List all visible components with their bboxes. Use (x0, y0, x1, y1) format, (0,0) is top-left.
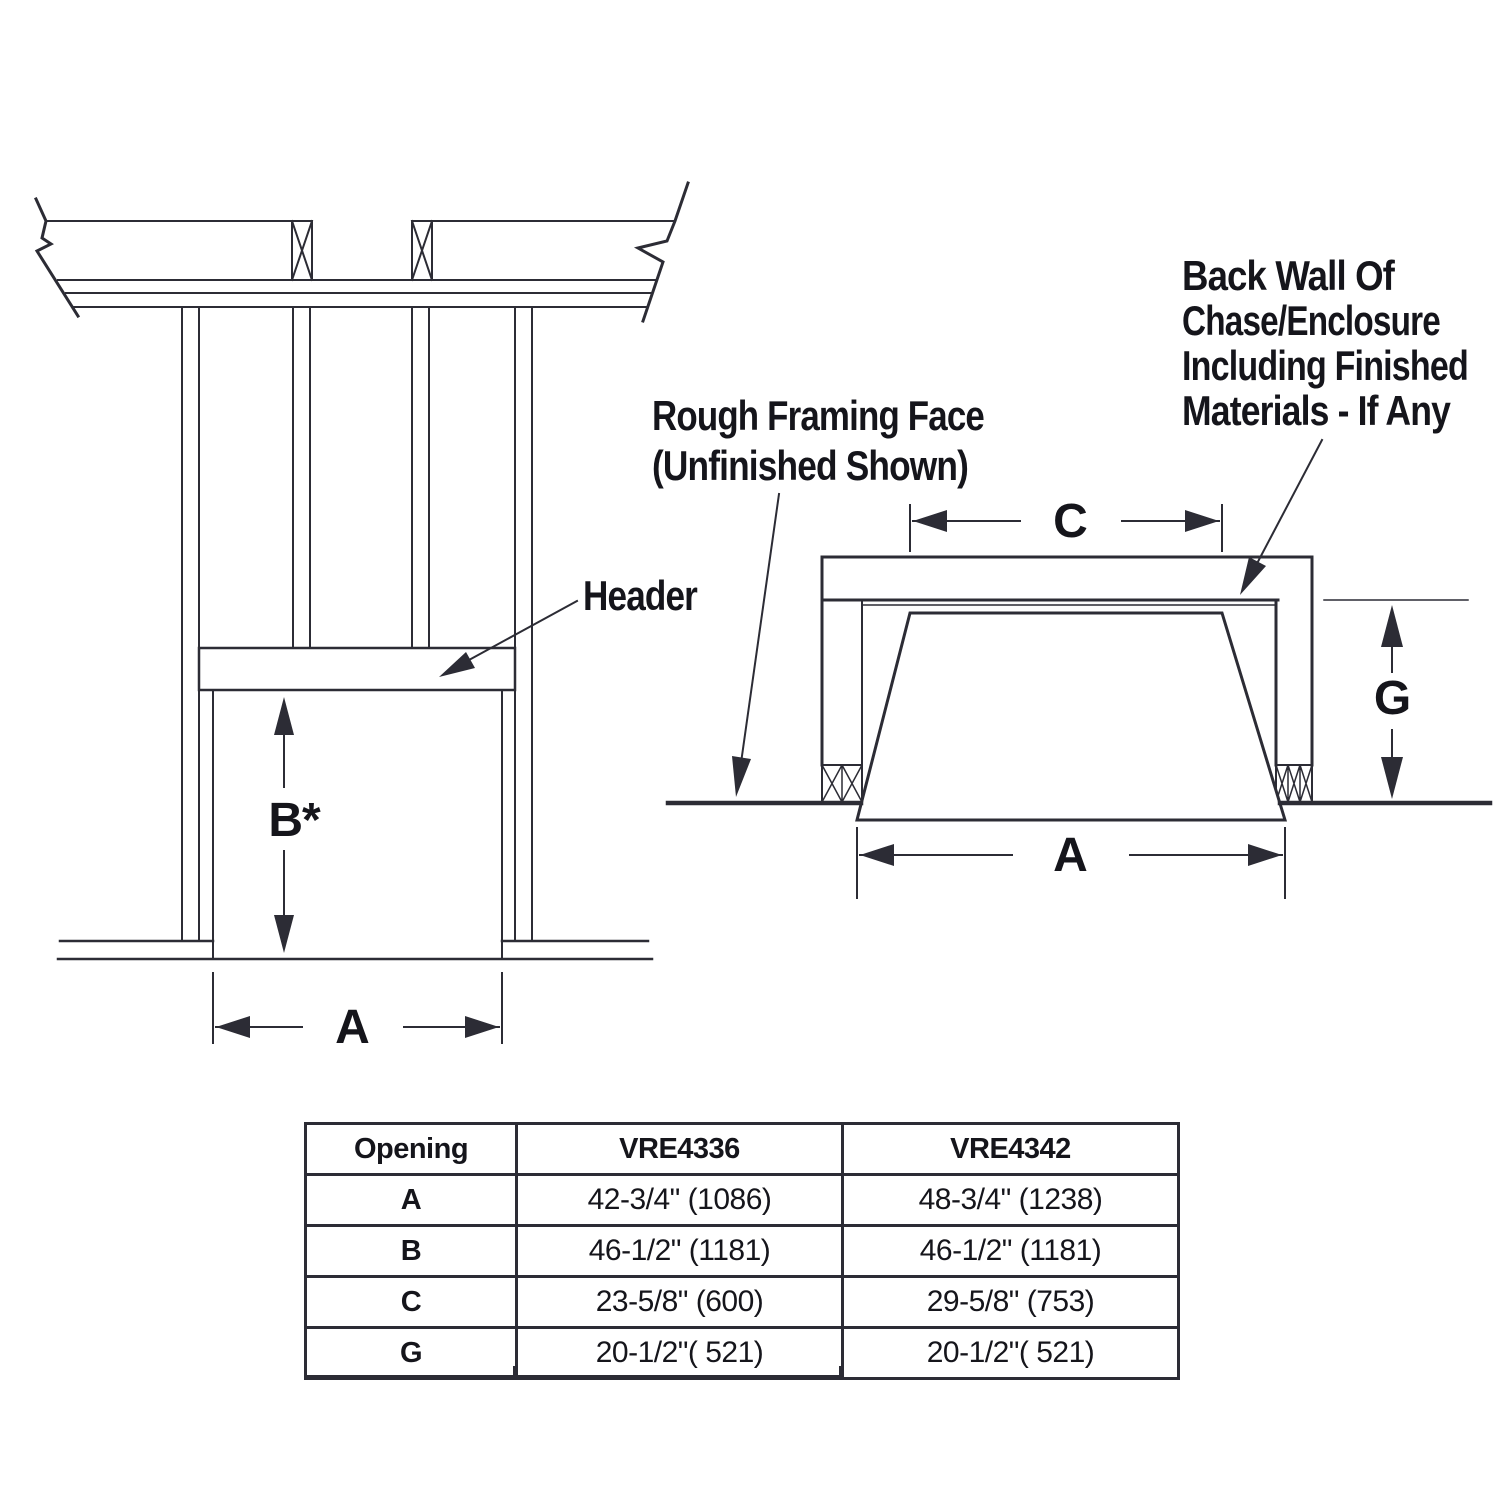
fireplace-unit-outline (857, 613, 1285, 820)
cripple-stud-left (293, 307, 310, 648)
sill-block-right (1276, 765, 1312, 802)
b-dimension-arrow-up (274, 697, 294, 735)
cripple-stud-right (412, 307, 429, 648)
table-row (306, 1226, 1179, 1277)
rough-framing-label-line2: (Unfinished Shown) (652, 442, 968, 489)
c-arrow-right (1185, 510, 1219, 532)
sill-block-left (822, 765, 862, 802)
b-dimension-arrow-down (274, 915, 294, 953)
back-wall-leader (1252, 440, 1322, 573)
king-stud-left (182, 307, 199, 941)
value-a-vre4336: 42-3/4" (1086) (517, 1175, 843, 1226)
value-a-vre4342: 48-3/4" (1238) (843, 1175, 1179, 1226)
back-wall-label-line2: Chase/Enclosure (1182, 297, 1440, 344)
g-dimension-label: G (1373, 672, 1411, 725)
opening-spec-table (304, 1122, 1180, 1380)
b-dimension-label: B* (268, 794, 320, 847)
c-arrow-left (913, 510, 947, 532)
table-row (306, 1277, 1179, 1328)
back-wall-arrowhead (1240, 557, 1266, 595)
g-arrow-up (1381, 605, 1403, 647)
c-dimension-label: C (1053, 495, 1087, 548)
back-wall-label-line3: Including Finished (1182, 342, 1468, 389)
king-stud-right (515, 307, 532, 941)
value-b-vre4342: 46-1/2" (1181) (843, 1226, 1179, 1277)
row-label-g: G (306, 1328, 517, 1379)
row-label-b: B (306, 1226, 517, 1277)
right-framing-diagram (652, 252, 1490, 898)
table-fragment-line (304, 1375, 842, 1378)
a-dimension-right-label: A (1053, 829, 1087, 882)
col-header-vre4336: VRE4336 (517, 1124, 843, 1175)
b-dimension (268, 697, 321, 953)
a-dimension-left (213, 973, 502, 1054)
rough-framing-label-line1: Rough Framing Face (652, 392, 984, 439)
rough-framing-leader (740, 494, 779, 770)
table-header-row (306, 1124, 1179, 1175)
a-dimension-left-label: A (335, 1001, 369, 1054)
value-g-vre4342: 20-1/2"( 521) (843, 1328, 1179, 1379)
a-left-arrow-left (216, 1016, 250, 1038)
value-c-vre4342: 29-5/8" (753) (843, 1277, 1179, 1328)
a-right-arrow-left (860, 844, 894, 866)
col-header-vre4342: VRE4342 (843, 1124, 1179, 1175)
break-mark-left (36, 199, 78, 316)
row-label-a: A (306, 1175, 517, 1226)
back-wall-label-line1: Back Wall Of (1182, 252, 1396, 299)
g-arrow-down (1381, 757, 1403, 799)
rough-framing-arrowhead (732, 756, 751, 797)
blocking-x-left (292, 221, 312, 280)
a-left-arrow-right (465, 1016, 499, 1038)
table-row (306, 1328, 1179, 1379)
value-b-vre4336: 46-1/2" (1181) (517, 1226, 843, 1277)
value-c-vre4336: 23-5/8" (600) (517, 1277, 843, 1328)
back-wall-label-line4: Materials - If Any (1182, 387, 1452, 434)
g-dimension (1324, 600, 1468, 799)
break-mark-right (638, 183, 688, 321)
col-header-opening: Opening (306, 1124, 517, 1175)
left-framing-diagram (36, 183, 698, 1054)
c-dimension (910, 495, 1222, 551)
blocking-x-right (412, 221, 432, 280)
a-dimension-right (857, 828, 1285, 898)
value-g-vre4336: 20-1/2"( 521) (517, 1328, 843, 1379)
header-callout (439, 572, 698, 677)
header-callout-arrowhead (439, 652, 475, 677)
row-label-c: C (306, 1277, 517, 1328)
header-callout-label: Header (583, 572, 698, 619)
table-row (306, 1175, 1179, 1226)
a-right-arrow-right (1248, 844, 1282, 866)
back-wall-callout (1182, 252, 1468, 595)
